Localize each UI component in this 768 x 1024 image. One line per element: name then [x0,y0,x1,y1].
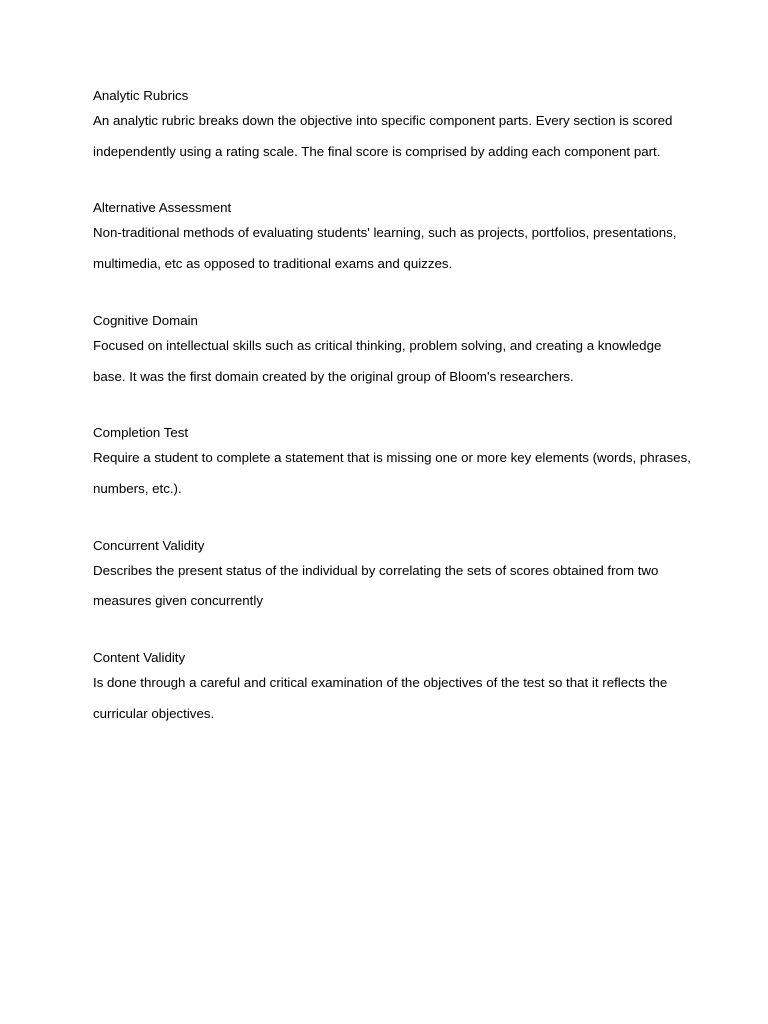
term-definition: An analytic rubric breaks down the objective into specific component parts. Every section is scored independently using a rating scale. The final score is comprised by adding each component part. [93,113,673,159]
term-heading: Alternative Assessment [93,200,232,216]
term-definition: Require a student to complete a statement that is missing one or more key elements (words, phrases, numbers, etc.). [93,450,691,496]
term-definition: Focused on intellectual skills such as critical thinking, problem solving, and creating a knowledge base. It was the first domain created by the original group of Bloom's researchers. [93,337,662,384]
glossary-entry-analytic-rubrics [93,85,693,167]
term-heading: Analytic Rubrics [93,88,189,103]
glossary-entry-concurrent-validity [93,535,693,617]
term-heading: Concurrent Validity [93,537,205,553]
term-definition: Non-traditional methods of evaluating students' learning, such as projects, portfolios, presentations, multimedia, etc as opposed to traditional exams and quizzes. [93,225,677,272]
term-heading: Content Validity [93,650,186,666]
term-definition: Describes the present status of the individual by correlating the sets of scores obtained from two measures given concurrently [93,562,659,609]
glossary-entry-completion-test [93,422,693,504]
glossary-entry-cognitive-domain [93,310,693,392]
glossary-entry-alternative-assessment [93,197,693,279]
term-definition: Is done through a careful and critical examination of the objectives of the test so that it reflects the curricular objectives. [93,675,668,721]
glossary-entry-content-validity [93,647,693,729]
term-heading: Completion Test [93,425,189,441]
term-heading: Cognitive Domain [93,312,198,328]
glossary-content [93,85,693,759]
